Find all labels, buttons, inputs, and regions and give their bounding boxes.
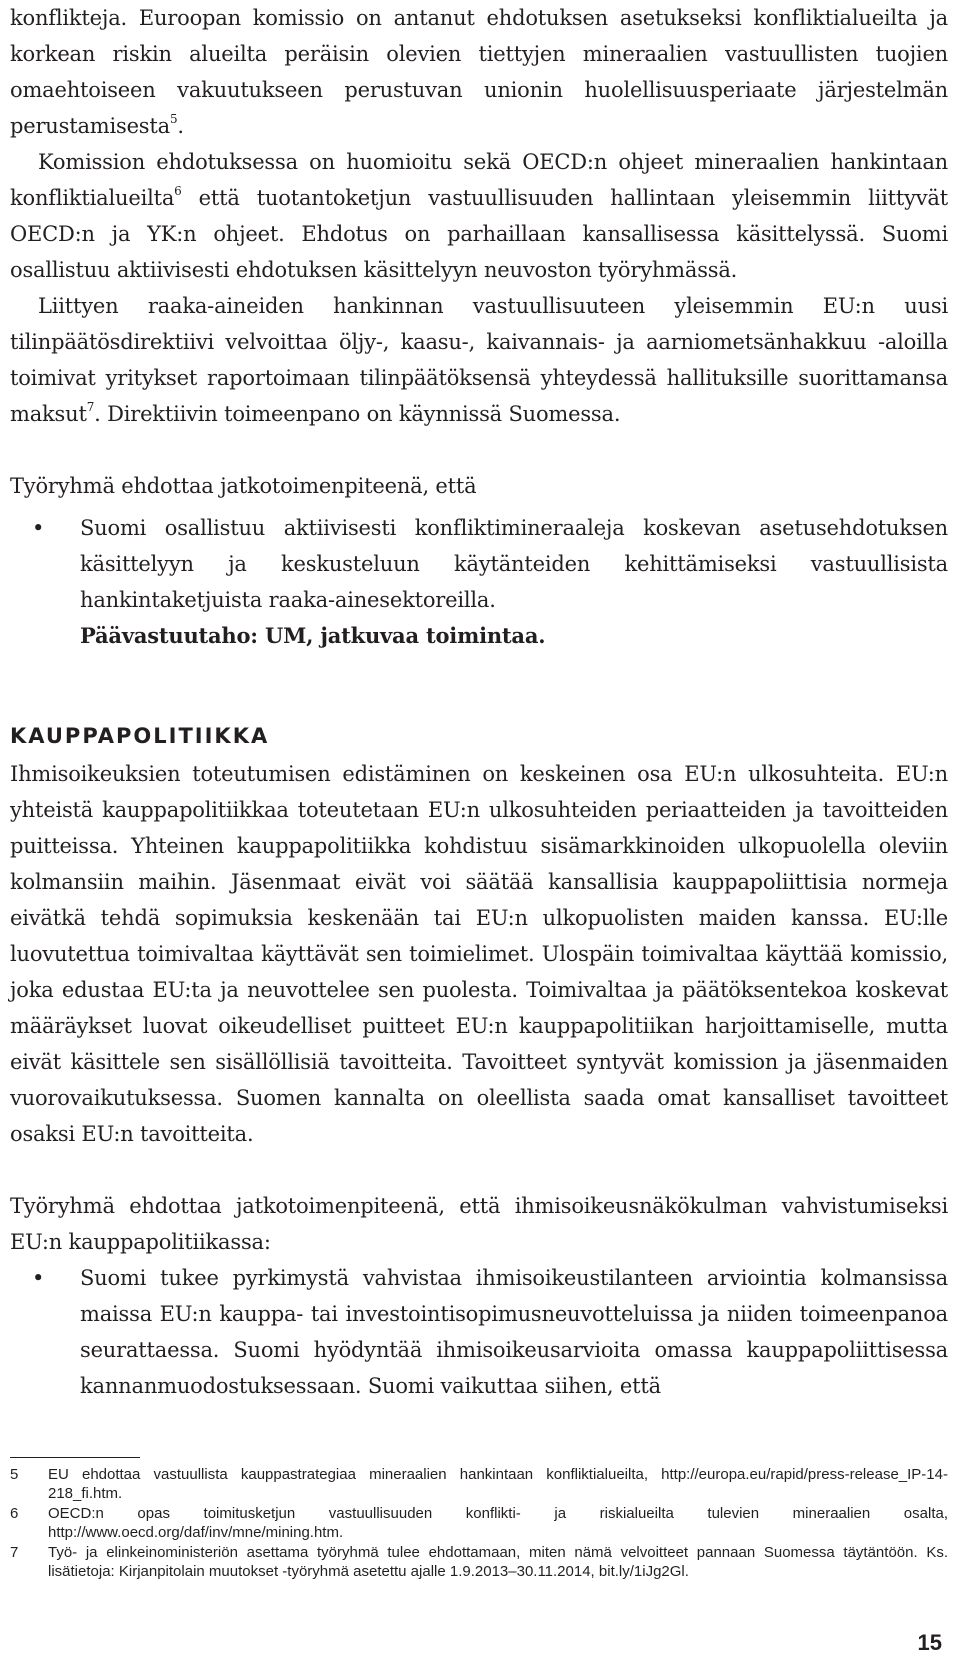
proposal-1-list [10, 510, 948, 654]
footnote-divider [10, 1457, 140, 1458]
paragraph-2 [10, 144, 948, 288]
paragraph-1 [10, 0, 948, 144]
proposal-2-item-text: Suomi tukee pyrkimystä vahvistaa ihmisoikeustilanteen arviointia kolmansissa maissa EU:n kauppa- tai investointisopimusneuvotteluissa ja niiden toimeenpanoa seurattaessa. Suomi hyödyntää ihmisoikeusarvioita omassa kauppapoliittisessa kannanmuodostuksessaan. Suomi vaikuttaa siihen, että [80, 1266, 948, 1398]
top-text-block [10, 0, 948, 432]
footnote-text: EU ehdottaa vastuullista kauppastrategiaa mineraalien hankintaan konfliktialueilta, http://europa.eu/rapid/press-release_IP-14-218_fi.htm. [48, 1466, 948, 1502]
paragraph-3-text: Liittyen raaka-aineiden hankinnan vastuullisuuteen yleisemmin EU:n uusi tilinpäätösdirektiivi velvoittaa öljy-, kaasu-, kaivannais- ja aarniometsänhakkuu -aloilla toimivat yritykset raportoimaan tilinpäätöksensä yhteydessä hallituksille suorittamansa maksut [10, 294, 948, 426]
footnote-ref-7[interactable]: 7 [86, 400, 95, 414]
page-number: 15 [917, 1630, 942, 1655]
bullet-icon: • [32, 516, 45, 540]
proposal-block-1 [10, 468, 948, 654]
proposal-2-list [10, 1260, 948, 1404]
footnote-6 [10, 1504, 948, 1542]
footnote-7 [10, 1543, 948, 1581]
proposal-block-2 [10, 1188, 948, 1404]
paragraph-1-end: . [177, 114, 184, 138]
footnote-text: Työ- ja elinkeinoministeriön asettama työryhmä tulee ehdottamaan, miten nämä velvoitteet pannaan Suomessa täytäntöön. Ks. lisätietoja: Kirjanpitolain muutokset -työryhmä asetettu ajalle 1.9.2013–30.11.2014, bit.ly/1iJg2Gl. [48, 1544, 948, 1580]
footnote-text: OECD:n opas toimitusketjun vastuullisuuden konflikti- ja riskialueilta tulevien mineraalien osalta, http://www.oecd.org/daf/inv/mne/mining.htm. [48, 1505, 948, 1541]
footnote-5 [10, 1465, 948, 1503]
proposal-1-item-text: Suomi osallistuu aktiivisesti konfliktimineraaleja koskevan asetusehdotuksen käsittelyyn ja keskusteluun käytänteiden kehittämiseksi vastuullisista hankintaketjuista raaka-ainesektoreilla. [80, 516, 948, 612]
footnote-number: 5 [10, 1466, 19, 1483]
paragraph-3 [10, 288, 948, 432]
proposal-2-intro: Työryhmä ehdottaa jatkotoimenpiteenä, että ihmisoikeusnäkökulman vahvistumiseksi EU:n kauppapolitiikassa: [10, 1194, 948, 1254]
section-heading: KAUPPAPOLITIIKKA [10, 724, 270, 748]
trade-policy-block [10, 756, 948, 1152]
paragraph-2-end: että tuotantoketjun vastuullisuuden hallintaan yleisemmin liittyvät OECD:n ja YK:n ohjeet. Ehdotus on parhaillaan kansallisessa käsittelyssä. Suomi osallistuu aktiivisesti ehdotuksen käsittelyyn neuvoston työryhmässä. [10, 186, 948, 282]
paragraph-2-text: Komission ehdotuksessa on huomioitu sekä OECD:n ohjeet mineraalien hankintaan konfliktialueilta [10, 150, 948, 210]
bullet-icon: • [32, 1266, 45, 1290]
footnotes [10, 1465, 948, 1582]
footnote-ref-6[interactable]: 6 [174, 184, 182, 198]
proposal-1-responsible: Päävastuutaho: UM, jatkuvaa toimintaa. [80, 623, 546, 648]
list-item [10, 1260, 948, 1404]
footnote-number: 6 [10, 1505, 19, 1522]
trade-paragraph: Ihmisoikeuksien toteutumisen edistäminen on keskeinen osa EU:n ulkosuhteita. EU:n yhteistä kauppapolitiikkaa toteutetaan EU:n ulkosuhteiden periaatteiden ja tavoitteiden puitteissa. Yhteinen kauppapolitiikka kohdistuu sisämarkkinoiden ulkopuolella oleviin kolmansiin maihin. Jäsenmaat eivät voi säätää kansallisia kauppapoliittisia normeja eivätkä tehdä sopimuksia keskenään tai EU:n ulkopuolisten maiden kanssa. EU:lle luovutettua toimivaltaa käyttävät sen toimielimet. Ulospäin toimivaltaa käyttää komissio, joka edustaa EU:ta ja neuvottelee sen puolesta. Toimivaltaa ja päätöksentekoa koskevat määräykset luovat oikeudelliset puitteet EU:n kauppapolitiikan harjoittamiselle, mutta eivät käsittele sen sisällöllisiä tavoitteita. Tavoitteet syntyvät komission ja jäsenmaiden vuorovaikutuksessa. Suomen kannalta on oleellista saada omat kansalliset tavoitteet osaksi EU:n tavoitteita. [10, 762, 948, 1146]
footnote-ref-5[interactable]: 5 [169, 112, 178, 126]
paragraph-3-end: . Direktiivin toimeenpano on käynnissä Suomessa. [94, 402, 621, 426]
footnote-number: 7 [10, 1544, 19, 1561]
proposal-1-intro: Työryhmä ehdottaa jatkotoimenpiteenä, että [10, 474, 477, 498]
paragraph-1-text: konflikteja. Euroopan komissio on antanut ehdotuksen asetukseksi konfliktialueilta ja korkean riskin alueilta peräisin olevien tiettyjen mineraalien vastuullisten tuojien omaehtoiseen vakuutukseen perustuvan unionin huolellisuusperiaate järjestelmän perustamisesta [10, 6, 948, 138]
list-item [10, 510, 948, 654]
